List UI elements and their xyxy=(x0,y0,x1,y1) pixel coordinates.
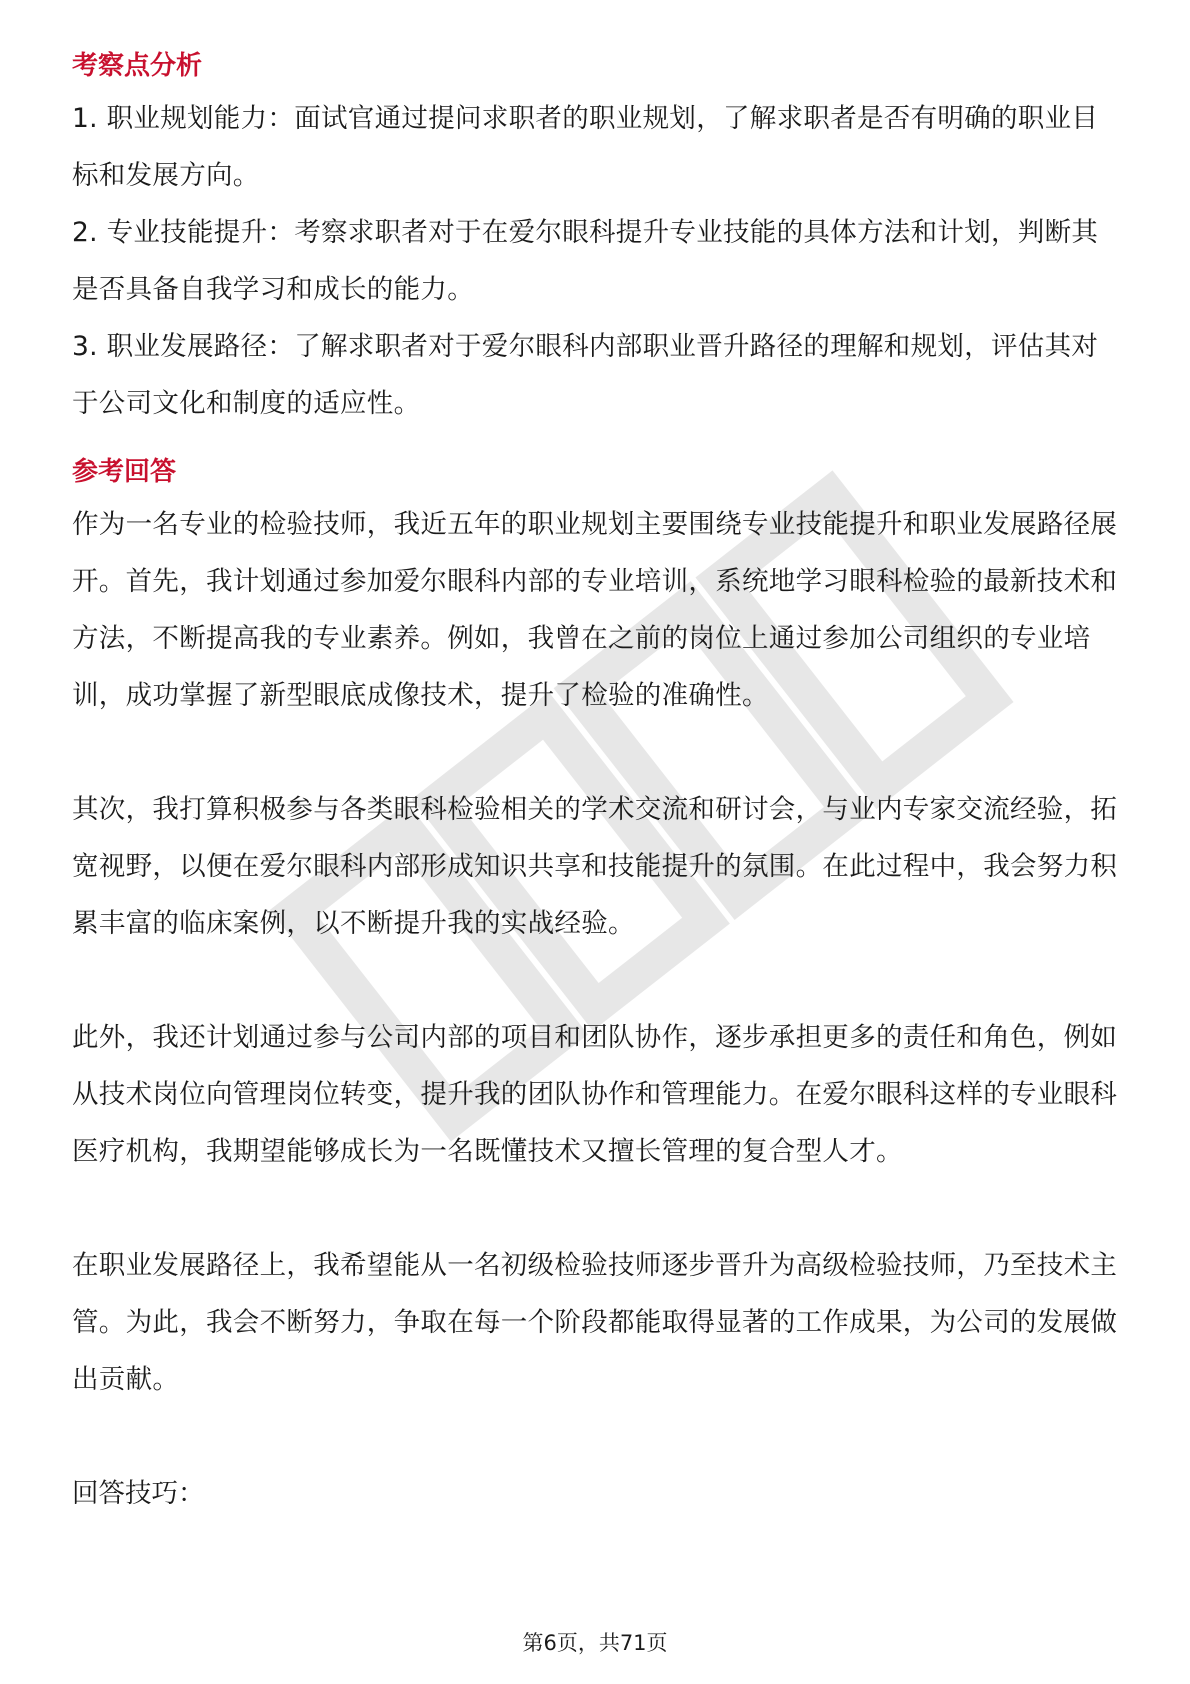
analysis-item-3: 3. 职业发展路径：了解求职者对于爱尔眼科内部职业晋升路径的理解和规划，评估其对于公司文化和制度的适应性。 xyxy=(72,331,1099,419)
answer-paragraph-3: 此外，我还计划通过参与公司内部的项目和团队协作，逐步承担更多的责任和角色，例如从技术岗位向管理岗位转变，提升我的团队协作和管理能力。在爱尔眼科这样的专业眼科医疗机构，我期望能够成长为一名既懂技术又擅长管理的复合型人才。 xyxy=(72,1022,1118,1167)
paragraph-spacer xyxy=(72,1180,1118,1237)
paragraph-spacer xyxy=(72,1408,1118,1465)
answer-paragraph-2: 其次，我打算积极参与各类眼科检验相关的学术交流和研讨会，与业内专家交流经验，拓宽视野，以便在爱尔眼科内部形成知识共享和技能提升的氛围。在此过程中，我会努力积累丰富的临床案例，以不断提升我的实战经验。 xyxy=(72,794,1118,939)
analysis-heading: 考察点分析 xyxy=(72,51,203,81)
paragraph-spacer xyxy=(72,724,1118,781)
paragraph-spacer xyxy=(72,952,1118,1009)
answer-paragraph-4: 在职业发展路径上，我希望能从一名初级检验技师逐步晋升为高级检验技师，乃至技术主管。为此，我会不断努力，争取在每一个阶段都能取得显著的工作成果，为公司的发展做出贡献。 xyxy=(72,1250,1118,1395)
page-footer: 第6页，共71页 xyxy=(522,1631,668,1655)
answer-paragraph-1: 作为一名专业的检验技师，我近五年的职业规划主要围绕专业技能提升和职业发展路径展开。首先，我计划通过参加爱尔眼科内部的专业培训，系统地学习眼科检验的最新技术和方法，不断提高我的专业素养。例如，我曾在之前的岗位上通过参加公司组织的专业培训，成功掌握了新型眼底成像技术，提升了检验的准确性。 xyxy=(72,509,1118,711)
analysis-item-2: 2. 专业技能提升：考察求职者对于在爱尔眼科提升专业技能的具体方法和计划，判断其是否具备自我学习和成长的能力。 xyxy=(72,217,1099,305)
answer-heading: 参考回答 xyxy=(72,457,177,487)
document-page xyxy=(72,44,1118,1522)
analysis-item-1: 1. 职业规划能力：面试官通过提问求职者的职业规划，了解求职者是否有明确的职业目标和发展方向。 xyxy=(72,103,1099,191)
tips-label: 回答技巧： xyxy=(72,1478,205,1509)
